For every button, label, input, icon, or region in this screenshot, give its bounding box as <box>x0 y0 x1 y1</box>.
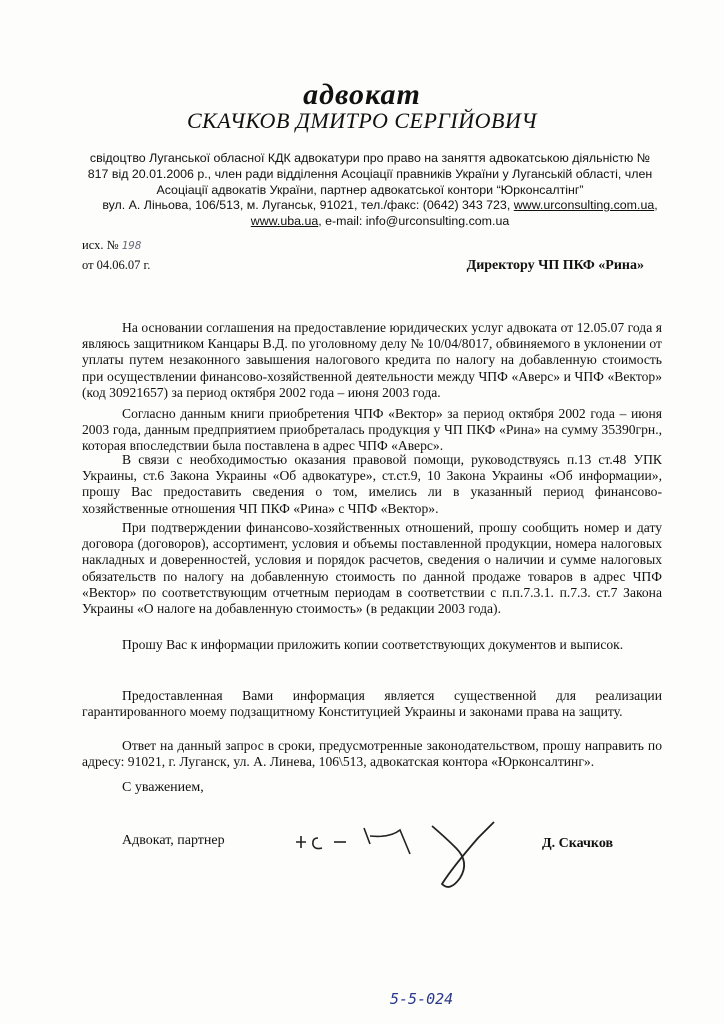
paragraph-5-text: Прошу Вас к информации приложить копии соответствующих документов и выписок. <box>122 637 624 652</box>
addressee: Директору ЧП ПКФ «Рина» <box>466 258 644 273</box>
footer-note-text: 5-5-024 <box>390 990 454 1008</box>
letterhead-name: СКАЧКОВ ДМИТРО СЕРГІЙОВИЧ <box>186 108 538 133</box>
paragraph-3-text: В связи с необходимостью оказания правовой помощи, руководствуясь п.13 ст.48 УПК Украины, ст.6 Закона Украины «Об адвокатуре», ст.ст.9, 10 Закона Украины «Об информации», прошу Вас предоставить сведения о том, имелись ли в указанный период финансово-хозяйственные отношения ЧП ПКФ «Рина» с ЧПФ «Вектор». <box>82 452 662 516</box>
signer-position: Адвокат, партнер <box>122 833 225 848</box>
contact-address: вул. А. Ліньова, 106/513, м. Луганськ, 91021, тел./факс: (0642) 343 723, <box>102 198 511 212</box>
paragraph-7-text: Ответ на данный запрос в сроки, предусмотренные законодательством, прошу направить по адресу: 91021, г. Луганск, ул. А. Линева, 106\513, адвокатская контора «Юрконсалтинг». <box>82 738 662 770</box>
handwritten-signature <box>282 808 502 898</box>
handwritten-footer-note <box>390 990 490 1016</box>
paragraph-1-text: На основании соглашения на предоставление юридических услуг адвоката от 12.05.07 года я являюсь защитником Канцары В.Д. по уголовному делу № 10/04/8017, обвиняемого в уклонении от уплаты путем незаконного завышения налогового кредита по налогу на добавленную стоимость при осуществлении финансово-хозяйственной деятельности между ЧПФ «Аверс» и ЧПФ «Вектор» (код 30921657) за период октября 2002 года – июня 2003 года. <box>82 320 662 400</box>
website-link-1[interactable]: www.urconsulting.com.ua <box>513 198 655 212</box>
paragraph-1 <box>82 320 662 401</box>
contact-email: , e-mail: info@urconsulting.com.ua <box>318 214 510 228</box>
paragraph-5 <box>82 637 662 653</box>
paragraph-6 <box>82 688 662 720</box>
letterhead-title: адвокат <box>303 78 421 111</box>
paragraph-2 <box>82 406 662 455</box>
outgoing-number <box>82 238 142 253</box>
paragraph-4-text: При подтверждении финансово-хозяйственных отношений, прошу сообщить номер и дату договора (договоров), ассортимент, условия и объемы поставленной продукции, номера налоговых накладных и доверенностей, условия и порядок расчетов, сведения о наличии и сумме налоговых обязательств по налогу на добавленную стоимость по данной продаже товаров в адрес ЧПФ «Вектор» по соответствующим отчетным периодам в соответствии с п.п.7.3.1. п.7.3. ст.7 Закона Украины «О налоге на добавленную стоимость» (в редакции 2003 года). <box>82 520 662 617</box>
letterhead-contacts: вул. А. Ліньова, 106/513, м. Луганськ, 91021, тел./факс: (0642) 343 723, www.urconsulting.com.ua, www.uba.ua, e-mail: info@urconsulting.com.ua <box>102 198 658 228</box>
paragraph-3 <box>82 452 662 517</box>
paragraph-4 <box>82 520 662 617</box>
website-link-2[interactable]: www.uba.ua <box>250 214 319 228</box>
signer-name: Д. Скачков <box>542 836 614 851</box>
outgoing-date: от 04.06.07 г. <box>82 258 151 272</box>
outgoing-number-value: 198 <box>121 239 142 252</box>
paragraph-2-text: Согласно данным книги приобретения ЧПФ «Вектор» за период октября 2002 года – июня 2003 года, данным предприятием приобреталась продукция у ЧП ПКФ «Рина» на сумму 35390грн., которая впоследствии была поставлена в адрес ЧПФ «Аверс». <box>82 406 662 454</box>
paragraph-7 <box>82 738 662 770</box>
closing-regards: С уважением, <box>122 780 204 795</box>
letterhead-certificate: свідоцтво Луганської обласної КДК адвокатури про право на заняття адвокатською діяльністю № 817 від 20.01.2006 р., член ради відділення Асоціації правників України у Луганській області, член Асоціації адвокатів України, партнер адвокатської контори “Юрконсалтінг” <box>87 151 653 197</box>
paragraph-6-text: Предоставленная Вами информация является существенной для реализации гарантированного моему подзащитному Конституцией Украины и законами права на защиту. <box>82 688 662 720</box>
outgoing-number-label: исх. № <box>82 238 119 252</box>
